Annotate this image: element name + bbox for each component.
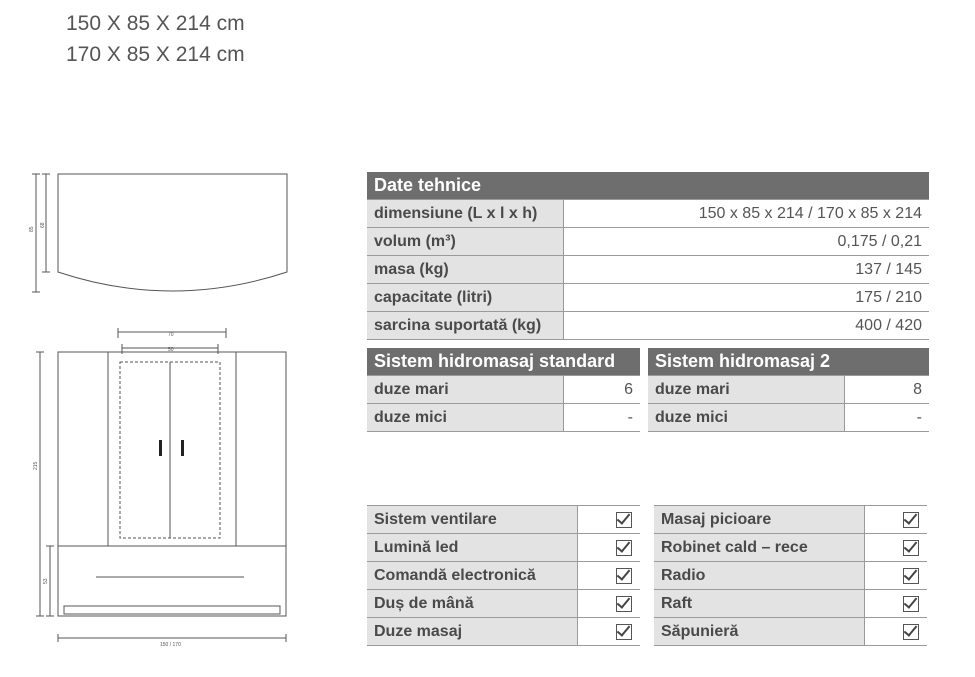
feature-row — [367, 590, 640, 618]
feature-row — [654, 534, 927, 562]
feature-row — [654, 590, 927, 618]
checkbox-checked-icon — [903, 540, 919, 556]
feature-label: Săpunieră — [654, 618, 865, 645]
checkbox-checked-icon — [903, 568, 919, 584]
feature-label: Radio — [654, 562, 865, 589]
front-view-drawing — [36, 328, 286, 642]
table-row: dimensiune (L x l x h) 150 x 85 x 214 / 170 x 85 x 214 — [367, 200, 929, 228]
feature-label: Comandă electronică — [367, 562, 578, 589]
feature-label: Lumină led — [367, 534, 578, 561]
technical-drawing — [0, 160, 300, 660]
dimension-line-2: 170 X 85 X 214 cm — [66, 43, 245, 66]
front-view-base-height: 53 — [43, 578, 49, 584]
table-row: duze mici - — [367, 404, 640, 432]
feature-row — [367, 618, 640, 646]
door-handle-right — [181, 440, 184, 456]
table-row: duze mari 8 — [648, 376, 929, 404]
hydromassage-standard-table — [367, 348, 640, 432]
hydromassage-2-table — [648, 348, 929, 432]
feature-label: Sistem ventilare — [367, 506, 578, 533]
feature-label: Duze masaj — [367, 618, 578, 645]
checkbox-checked-icon — [616, 512, 632, 528]
checkbox-checked-icon — [903, 512, 919, 528]
table-row: masa (kg) 137 / 145 — [367, 256, 929, 284]
front-view-height: 215 — [33, 461, 39, 470]
feature-label: Duș de mână — [367, 590, 578, 617]
feature-label: Robinet cald – rece — [654, 534, 865, 561]
hydromassage-standard-title: Sistem hidromasaj standard — [367, 348, 640, 376]
dimensions-block — [66, 8, 245, 70]
feature-row — [367, 562, 640, 590]
table-row: duze mici - — [648, 404, 929, 432]
door-handle-left — [159, 440, 162, 456]
checkbox-checked-icon — [903, 596, 919, 612]
features-left-list — [367, 505, 640, 646]
checkbox-checked-icon — [903, 624, 919, 640]
feature-row — [654, 562, 927, 590]
checkbox-checked-icon — [616, 596, 632, 612]
top-view-dim-outer: 85 — [29, 226, 35, 232]
feature-row — [654, 505, 927, 534]
table-row: sarcina suportată (kg) 400 / 420 — [367, 312, 929, 340]
front-view-width: 150 / 170 — [160, 642, 181, 648]
table-row: volum (m³) 0,175 / 0,21 — [367, 228, 929, 256]
feature-row — [367, 505, 640, 534]
dimension-line-1: 150 X 85 X 214 cm — [66, 12, 245, 35]
features-right-list — [654, 505, 927, 646]
front-view-door-inner: 50 — [168, 347, 174, 353]
top-view-dim-inner: 68 — [40, 222, 46, 228]
table-row: duze mari 6 — [367, 376, 640, 404]
feature-row — [367, 534, 640, 562]
checkbox-checked-icon — [616, 568, 632, 584]
front-view-door-outer: 70 — [168, 332, 174, 338]
feature-row — [654, 618, 927, 646]
feature-label: Raft — [654, 590, 865, 617]
table-row: capacitate (litri) 175 / 210 — [367, 284, 929, 312]
top-view-drawing — [32, 174, 287, 292]
tech-table — [367, 172, 929, 340]
feature-label: Masaj picioare — [654, 506, 865, 533]
tech-table-title: Date tehnice — [367, 172, 929, 200]
checkbox-checked-icon — [616, 540, 632, 556]
hydromassage-2-title: Sistem hidromasaj 2 — [648, 348, 929, 376]
checkbox-checked-icon — [616, 624, 632, 640]
